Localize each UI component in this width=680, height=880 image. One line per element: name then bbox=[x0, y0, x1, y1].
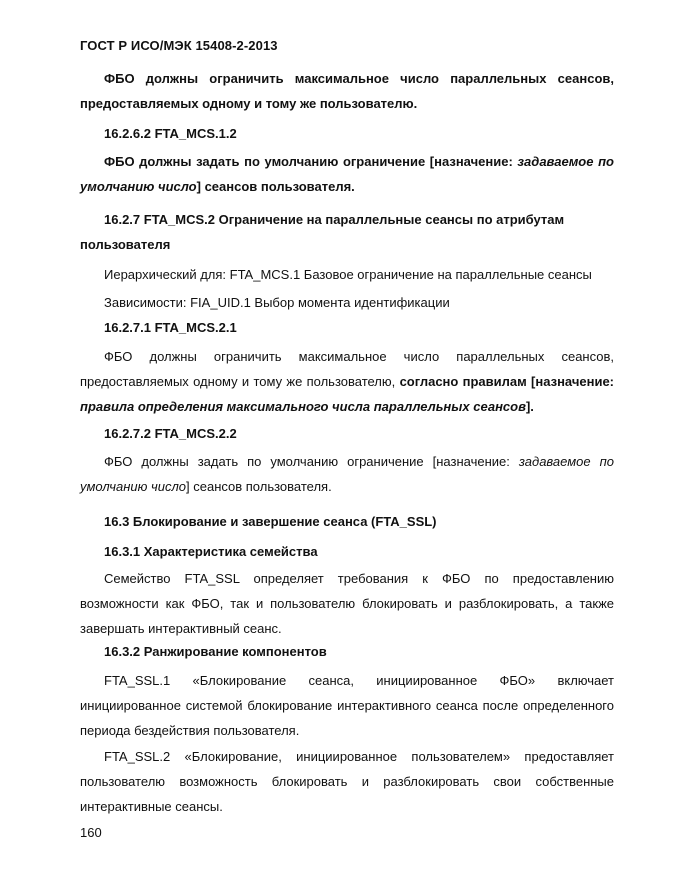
paragraph-mcs-1-1: ФБО должны ограничить максимальное число параллельных сеансов, предоставляемых одному и тому же пользователю. bbox=[80, 71, 614, 111]
paragraph-mcs-2-2: ФБО должны задать по умолчанию ограничение [назначение: задаваемое по умолчанию число] сеансов пользователя. bbox=[80, 454, 614, 494]
paragraph-dependencies: Зависимости: FIA_UID.1 Выбор момента идентификации bbox=[104, 295, 450, 310]
heading-mcs-1-2: 16.2.6.2 FTA_MCS.1.2 bbox=[104, 126, 237, 141]
heading-mcs-2: 16.2.7 FTA_MCS.2 Ограничение на параллельные сеансы по атрибутам пользователя bbox=[80, 212, 565, 252]
page-number: 160 bbox=[80, 825, 102, 840]
document-header: ГОСТ Р ИСО/МЭК 15408-2-2013 bbox=[80, 38, 278, 53]
paragraph-mcs-2-1: ФБО должны ограничить максимальное число параллельных сеансов, предоставляемых одному и тому же пользователю, согласно правилам [назначение: правила определения максимального числа параллельных сеансов]. bbox=[80, 349, 615, 414]
paragraph-mcs-1-2: ФБО должны задать по умолчанию ограничение [назначение: задаваемое по умолчанию число] сеансов пользователя. bbox=[80, 154, 614, 194]
paragraph-ssl-1: FTA_SSL.1 «Блокирование сеанса, инициированное ФБО» включает инициированное системой блокирование интерактивного сеанса после определенного периода бездействия пользователя. bbox=[80, 673, 614, 738]
heading-fta-ssl: 16.3 Блокирование и завершение сеанса (FTA_SSL) bbox=[104, 514, 437, 529]
heading-mcs-2-1: 16.2.7.1 FTA_MCS.2.1 bbox=[104, 320, 237, 335]
heading-component-levelling: 16.3.2 Ранжирование компонентов bbox=[104, 644, 327, 659]
paragraph-family-behaviour: Семейство FTA_SSL определяет требования к ФБО по предоставлению возможности как ФБО, так и пользователю блокировать и разблокировать, а также завершать интерактивный сеанс. bbox=[80, 571, 614, 636]
paragraph-hierarchical: Иерархический для: FTA_MCS.1 Базовое ограничение на параллельные сеансы bbox=[104, 267, 592, 282]
heading-mcs-2-2: 16.2.7.2 FTA_MCS.2.2 bbox=[104, 426, 237, 441]
heading-family-behaviour: 16.3.1 Характеристика семейства bbox=[104, 544, 318, 559]
paragraph-ssl-2: FTA_SSL.2 «Блокирование, инициированное пользователем» предоставляет пользователю возможность блокировать и разблокировать свои собственные интерактивные сеансы. bbox=[80, 749, 614, 814]
